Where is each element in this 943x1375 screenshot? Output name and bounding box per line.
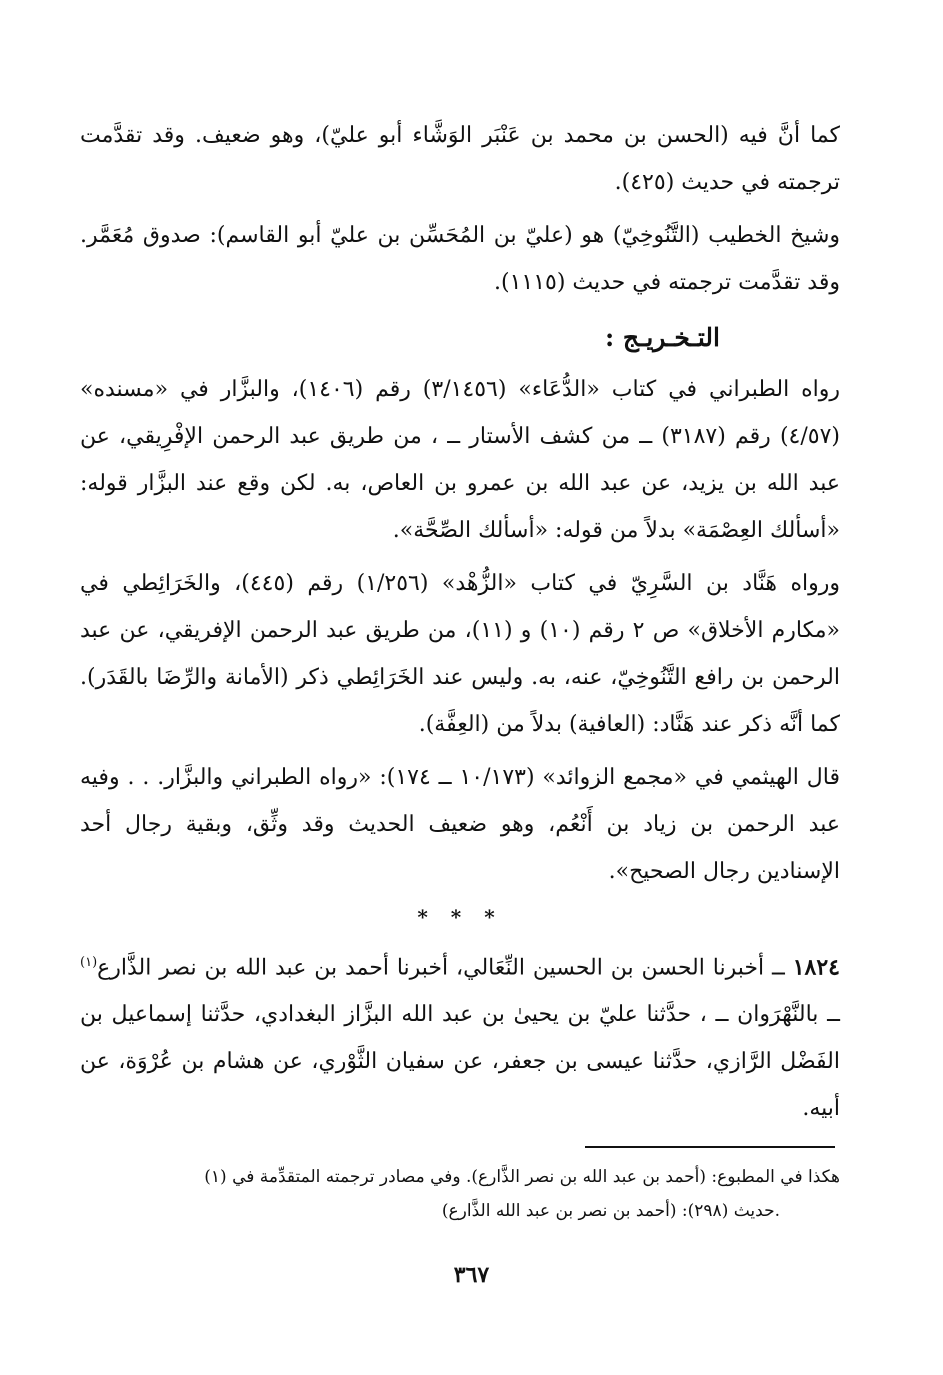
- footnote-divider: [585, 1146, 835, 1148]
- footnote: [80, 1160, 840, 1228]
- paragraph-narrator-note: كما أنَّ فيه (الحسن بن محمد بن عَنْبَر الوَشَّاء أبو عليّ)، وهو ضعيف. وقد تقدَّمت ترجمته في حديث (٤٢٥).: [80, 123, 840, 195]
- hadith-text-part1: ــ أخبرنا الحسن بن الحسين النِّعَالي، أخبرنا أحمد بن عبد الله بن نصر الذَّارع: [97, 955, 793, 981]
- paragraph-hadith: [80, 939, 840, 1132]
- footnote-marker: (١): [80, 955, 98, 970]
- footnote-line-2: حديث (٢٩٨): (أحمد بن نصر بن عبد الله الذَّارع).: [441, 1201, 780, 1221]
- page-number: ٣٦٧: [453, 1262, 490, 1288]
- paragraph-takhrij-hannad: ورواه هَنَّاد بن السَّرِيّ في كتاب «الزُّهْد» (١/٢٥٦) رقم (٤٤٥)، والخَرَائِطي في «مكارم الأخلاق» ص ٢ رقم (١٠) و (١١)، من طريق عبد الرحمن الإفريقي، عن عبد الرحمن بن رافع التَّنُوخِيّ، عنه، به. وليس عند الخَرَائِطي ذكر (الأمانة والرِّضَا بالقَدَر). كما أنَّه ذكر عند هَنَّاد: (العافية) بدلاً من (العِفَّة).: [80, 571, 841, 737]
- hadith-text-part2: ــ بالنَّهْرَوان ــ ، حدَّثنا عليّ بن يحيىٰ بن عبد الله البزَّاز البغدادي، حدَّثنا إسماعيل بن الفَضْل الرَّازي، حدَّثنا عيسى بن جعفر، عن سفيان الثَّوْري، عن هشام بن عُرْوَة، عن أبيه.: [80, 1002, 840, 1122]
- paragraph-takhrij-tabarani: رواه الطبراني في كتاب «الدُّعَاء» (٣/١٤٥٦) رقم (١٤٠٦)، والبزَّار في «مسنده» (٤/٥٧) رقم (٣١٨٧) ــ من كشف الأستار ــ ، من طريق عبد الرحمن الإفْرِيقي، عن عبد الله بن يزيد، عن عبد الله بن عمرو بن العاص، به. لكن وقع عند البزَّار قوله: «أسألك العِصْمَة» بدلاً من قوله: «أسألك الصِّحَّة».: [80, 377, 841, 543]
- paragraph-haythami-quote: قال الهيثمي في «مجمع الزوائد» (١٠/١٧٣ ــ ١٧٤): «رواه الطبراني والبزَّار. . . وفيه عبد الرحمن بن زياد بن أَنْعُم، وهو ضعيف الحديث وقد وثِّق، وبقية رجال أحد الإسنادين رجال الصحيح».: [80, 765, 840, 884]
- section-heading-takhrij: التـخـريـج :: [604, 323, 720, 352]
- section-separator: * * *: [417, 905, 503, 929]
- paragraph-sheikh-note: وشيخ الخطيب (التَّنُوخِيّ) هو (عليّ بن المُحَسِّن بن عليّ أبو القاسم): صدوق مُعَمَّر. وقد تقدَّمت ترجمته في حديث (١١١٥).: [80, 223, 840, 295]
- page-body: [80, 112, 840, 1138]
- footnote-line-1: (١) هكذا في المطبوع: (أحمد بن عبد الله بن نصر الذَّارع). وفي مصادر ترجمته المتقدِّمة في: [204, 1167, 840, 1187]
- hadith-number: ١٨٢٤: [792, 954, 840, 981]
